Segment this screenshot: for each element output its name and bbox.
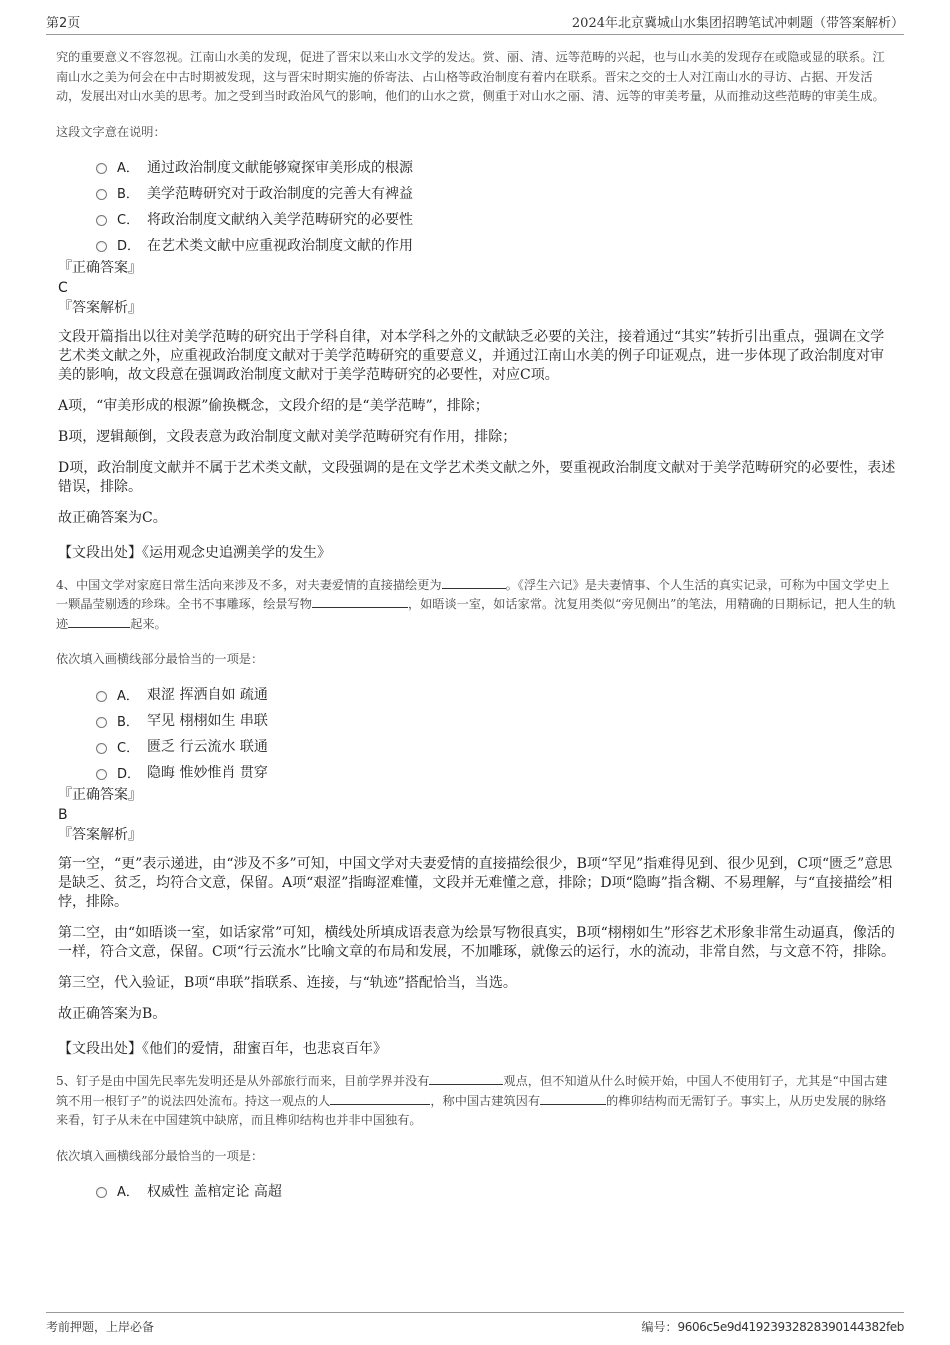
q4-analysis-para: 第一空，“更”表示递进，由“涉及不多”可知，中国文学对夫妻爱情的直接描绘很少，B项“罕见”指难得见到、很少见到，C项“匮乏”意思是缺乏、贫乏，均符合文意，保留。A项“艰涩”指晦涩难懂，文段并无难懂之意，排除；D项“隐晦”指含糊、不易理解，与“直接描绘”相悖，排除。 (58, 856, 893, 910)
radio-icon[interactable] (96, 743, 107, 754)
q4-analysis-para: 故正确答案为B。 (58, 1006, 167, 1022)
radio-icon[interactable] (96, 189, 107, 200)
q4-source: 【文段出处】《他们的爱情，甜蜜百年，也悲哀百年》 (58, 1041, 387, 1057)
q3-answer-label: 『正确答案』 (58, 259, 142, 276)
fill-blank (330, 1092, 430, 1105)
q3-prompt: 这段文字意在说明： (56, 124, 166, 139)
page-header (46, 12, 904, 35)
q3-analysis-para: A项，“审美形成的根源”偷换概念，文段介绍的是“美学范畴”，排除； (58, 397, 489, 414)
q5-stem: 5、钉子是由中国先民率先发明还是从外部旅行而来，目前学界并没有 观点，但不知道从什么时候开始，中国人不使用钉子，尤其是“中国古建筑不用一根钉子”的说法四处流布。持这一观点的人 ，称中国古建筑因有 的榫卯结构而无需钉子。事实上，从历史发展的脉络来看，钉子从未在中国建筑中缺席，而且榫卯结构也并非中国独有。 (56, 1074, 888, 1127)
q4-option-b[interactable]: B． 罕见 栩栩如生 串联 (96, 707, 896, 733)
page-content (56, 48, 896, 1204)
radio-icon[interactable] (96, 163, 107, 174)
radio-icon[interactable] (96, 215, 107, 226)
fill-blank (429, 1072, 503, 1085)
q4-analysis-label: 『答案解析』 (58, 827, 142, 843)
q4-option-a[interactable]: A． 艰涩 挥洒自如 疏通 (96, 681, 896, 707)
page-number: 第2页 (46, 16, 81, 31)
q4-option-c[interactable]: C． 匮乏 行云流水 联通 (96, 733, 896, 759)
radio-icon[interactable] (96, 717, 107, 728)
q3-analysis-label: 『答案解析』 (58, 299, 142, 316)
q5-option-a[interactable]: A． 权威性 盖棺定论 高超 (96, 1178, 896, 1204)
q3-answer: C (58, 279, 68, 296)
q4-prompt: 依次填入画横线部分最恰当的一项是： (56, 652, 264, 666)
q4-answer: B (58, 807, 68, 823)
q3-analysis-para: 文段开篇指出以往对美学范畴的研究出于学科自律，对本学科之外的文献缺乏必要的关注，接着通过“其实”转折引出重点，强调在文学艺术类文献之外，应重视政治制度文献对于美学范畴研究的重要意义，并通过江南山水美的例子印证观点，进一步体现了政治制度对审美的影响，故文段意在强调政治制度文献对于美学范畴研究的必要性，对应C项。 (58, 328, 885, 383)
q3-option-a[interactable]: A． 通过政治制度文献能够窥探审美形成的根源 (96, 154, 896, 180)
q4-option-d[interactable]: D． 隐晦 惟妙惟肖 贯穿 (96, 759, 896, 785)
q4-analysis-para: 第三空，代入验证，B项“串联”指联系、连接，与“轨迹”搭配恰当，当选。 (58, 975, 517, 991)
fill-blank (442, 576, 506, 589)
document-title: 2024年北京冀城山水集团招聘笔试冲刺题（带答案解析） (571, 16, 904, 31)
q4-options (96, 681, 896, 785)
document-code: 编号：9606c5e9d4192393282839014438​2feb (641, 1320, 904, 1334)
q3-analysis-para: B项，逻辑颠倒，文段表意为政治制度文献对美学范畴研究有作用，排除； (58, 428, 517, 445)
radio-icon[interactable] (96, 1187, 107, 1198)
q3-options (96, 154, 896, 258)
fill-blank (540, 1092, 606, 1105)
q4-stem: 4、中国文学对家庭日常生活向来涉及不多，对夫妻爱情的直接描绘更为 。《浮生六记》是夫妻情事、个人生活的真实记录，可称为中国文学史上一颗晶莹剔透的珍珠。全书不事雕琢，绘景写物 ，如晤谈一室，如话家常。沈复用类似“旁见侧出”的笔法，用精确的日期标记，把人生的轨迹 起来。 (56, 577, 896, 631)
radio-icon[interactable] (96, 769, 107, 780)
q4-analysis-para: 第二空，由“如晤谈一室，如话家常”可知，横线处所填成语表意为绘景写物很真实，B项“栩栩如生”形容艺术形象非常生动逼真，像活的一样，符合文意，保留。C项“行云流水”比喻文章的布局和发展，不加雕琢，就像云的运行，水的流动，非常自然，与文意不符，排除。 (58, 925, 896, 960)
q4-answer-label: 『正确答案』 (58, 787, 142, 803)
q5-options (96, 1178, 896, 1204)
q3-analysis-para: D项，政治制度文献并不属于艺术类文献，文段强调的是在文学艺术类文献之外，要重视政治制度文献对于美学范畴研究的必要性，表述错误，排除。 (58, 459, 896, 495)
fill-blank (312, 595, 408, 608)
fill-blank (68, 615, 130, 628)
q3-analysis-para: 故正确答案为C。 (58, 509, 167, 526)
radio-icon[interactable] (96, 691, 107, 702)
page-footer (46, 1312, 904, 1335)
q5-prompt: 依次填入画横线部分最恰当的一项是： (56, 1148, 264, 1163)
q3-option-c[interactable]: C． 将政治制度文献纳入美学范畴研究的必要性 (96, 206, 896, 232)
q3-option-b[interactable]: B． 美学范畴研究对于政治制度的完善大有裨益 (96, 180, 896, 206)
q3-option-d[interactable]: D． 在艺术类文献中应重视政治制度文献的作用 (96, 232, 896, 258)
q3-passage: 究的重要意义不容忽视。江南山水美的发现，促进了晋宋以来山水文学的发达。赏、丽、清、远等范畴的兴起，也与山水美的发现存在或隐或显的联系。江南山水之美为何会在中古时期被发现，这与晋宋时期实施的侨寄法、占山格等政治制度有着内在联系。晋宋之交的士人对江南山水的寻访、占据、开发活动，发展出对山水美的思考。加之受到当时政治风气的影响，他们的山水之赏，侧重于对山水之丽、清、远等的审美考量，从而推动这些范畴的审美生成。 (56, 50, 885, 103)
footer-slogan: 考前押题，上岸必备 (46, 1320, 155, 1334)
q3-source: 【文段出处】《运用观念史追溯美学的发生》 (58, 544, 331, 561)
radio-icon[interactable] (96, 241, 107, 252)
